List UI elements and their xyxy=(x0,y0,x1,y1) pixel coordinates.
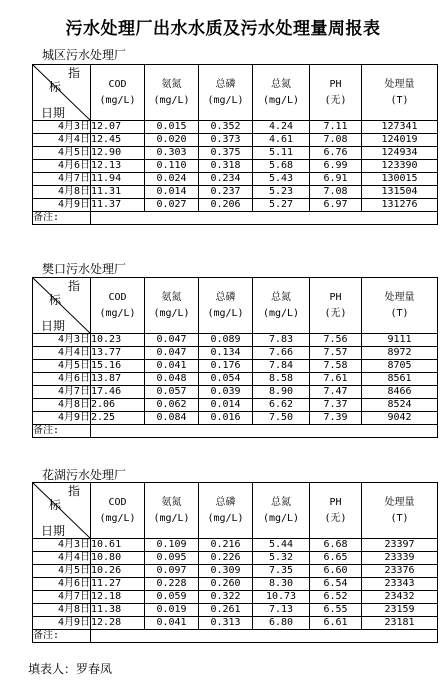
value-cell-ph: 7.39 xyxy=(310,412,362,425)
column-unit: (mg/L) xyxy=(207,512,244,524)
value-cell-tn: 6.80 xyxy=(253,617,310,630)
value-cell-ph: 6.65 xyxy=(310,552,362,565)
value-cell-tp: 0.089 xyxy=(199,334,253,347)
date-cell: 4月8日 xyxy=(33,399,91,412)
value-cell-cod: 13.87 xyxy=(91,373,145,386)
column-name: 氨氮 xyxy=(161,291,182,303)
value-cell-nh3: 0.062 xyxy=(145,399,199,412)
value-cell-tn: 10.73 xyxy=(253,591,310,604)
corner-header-cell xyxy=(33,65,91,121)
column-name: 处理量 xyxy=(384,291,415,303)
date-cell: 4月4日 xyxy=(33,347,91,360)
value-cell-tn: 7.35 xyxy=(253,565,310,578)
table-row xyxy=(33,347,438,360)
value-cell-ph: 7.56 xyxy=(310,334,362,347)
value-cell-tn: 7.50 xyxy=(253,412,310,425)
value-cell-vol: 8705 xyxy=(362,360,438,373)
value-cell-ph: 6.97 xyxy=(310,199,362,212)
column-name: 总氮 xyxy=(271,291,291,303)
value-cell-vol: 127341 xyxy=(362,121,438,134)
column-header xyxy=(145,278,199,334)
value-cell-cod: 2.25 xyxy=(91,412,145,425)
column-header xyxy=(91,278,145,334)
value-cell-ph: 7.08 xyxy=(310,134,362,147)
value-cell-ph: 7.11 xyxy=(310,121,362,134)
note-value xyxy=(91,212,438,225)
value-cell-tn: 8.30 xyxy=(253,578,310,591)
value-cell-tn: 7.66 xyxy=(253,347,310,360)
date-cell: 4月3日 xyxy=(33,121,91,134)
value-cell-vol: 23432 xyxy=(362,591,438,604)
value-cell-tp: 0.375 xyxy=(199,147,253,160)
column-name: 氨氮 xyxy=(161,78,182,90)
column-name: COD xyxy=(108,291,127,303)
table-row xyxy=(33,386,438,399)
column-unit: (mg/L) xyxy=(153,94,190,106)
value-cell-ph: 7.61 xyxy=(310,373,362,386)
value-cell-tn: 5.32 xyxy=(253,552,310,565)
column-unit: (mg/L) xyxy=(262,307,300,319)
section-title: 城区污水处理厂 xyxy=(42,48,127,62)
value-cell-nh3: 0.024 xyxy=(145,173,199,186)
table-row xyxy=(33,199,438,212)
corner-label-date: 日期 xyxy=(41,319,66,333)
column-name: 氨氮 xyxy=(161,496,182,508)
value-cell-nh3: 0.095 xyxy=(145,552,199,565)
table-row xyxy=(33,578,438,591)
value-cell-tp: 0.016 xyxy=(199,412,253,425)
date-cell: 4月9日 xyxy=(33,199,91,212)
date-cell: 4月3日 xyxy=(33,539,91,552)
column-name: 处理量 xyxy=(384,496,415,508)
column-name: COD xyxy=(108,496,127,508)
value-cell-vol: 23397 xyxy=(362,539,438,552)
value-cell-tn: 4.61 xyxy=(253,134,310,147)
value-cell-tp: 0.014 xyxy=(199,399,253,412)
value-cell-nh3: 0.057 xyxy=(145,386,199,399)
column-header xyxy=(199,278,253,334)
data-table xyxy=(32,482,438,643)
table-row xyxy=(33,617,438,630)
value-cell-nh3: 0.228 xyxy=(145,578,199,591)
value-cell-cod: 11.94 xyxy=(91,173,145,186)
column-unit: (mg/L) xyxy=(99,94,136,106)
value-cell-tn: 7.83 xyxy=(253,334,310,347)
value-cell-cod: 12.18 xyxy=(91,591,145,604)
corner-label-mark: 标 xyxy=(49,498,62,512)
value-cell-ph: 6.52 xyxy=(310,591,362,604)
table-row xyxy=(33,539,438,552)
column-unit: (mg/L) xyxy=(153,512,190,524)
value-cell-ph: 6.55 xyxy=(310,604,362,617)
value-cell-tp: 0.352 xyxy=(199,121,253,134)
header-row xyxy=(33,65,438,121)
value-cell-nh3: 0.041 xyxy=(145,617,199,630)
value-cell-tn: 8.90 xyxy=(253,386,310,399)
value-cell-nh3: 0.027 xyxy=(145,199,199,212)
value-cell-tp: 0.134 xyxy=(199,347,253,360)
value-cell-tp: 0.176 xyxy=(199,360,253,373)
value-cell-nh3: 0.059 xyxy=(145,591,199,604)
value-cell-tp: 0.237 xyxy=(199,186,253,199)
value-cell-nh3: 0.041 xyxy=(145,360,199,373)
value-cell-cod: 12.45 xyxy=(91,134,145,147)
value-cell-nh3: 0.019 xyxy=(145,604,199,617)
column-name: COD xyxy=(108,78,127,90)
corner-label-date: 日期 xyxy=(41,106,66,120)
column-unit: (无) xyxy=(324,307,347,319)
value-cell-ph: 6.99 xyxy=(310,160,362,173)
value-cell-cod: 2.06 xyxy=(91,399,145,412)
column-unit: (mg/L) xyxy=(153,307,190,319)
value-cell-cod: 15.16 xyxy=(91,360,145,373)
table-row xyxy=(33,147,438,160)
value-cell-vol: 23159 xyxy=(362,604,438,617)
value-cell-vol: 8466 xyxy=(362,386,438,399)
column-unit: (mg/L) xyxy=(207,94,244,106)
value-cell-tp: 0.260 xyxy=(199,578,253,591)
column-header xyxy=(91,65,145,121)
table-row xyxy=(33,173,438,186)
date-cell: 4月5日 xyxy=(33,360,91,373)
value-cell-vol: 130015 xyxy=(362,173,438,186)
value-cell-vol: 123390 xyxy=(362,160,438,173)
value-cell-vol: 23376 xyxy=(362,565,438,578)
value-cell-tn: 6.62 xyxy=(253,399,310,412)
value-cell-vol: 9042 xyxy=(362,412,438,425)
value-cell-ph: 7.47 xyxy=(310,386,362,399)
header-row xyxy=(33,278,438,334)
column-header xyxy=(199,483,253,539)
value-cell-ph: 6.61 xyxy=(310,617,362,630)
value-cell-tp: 0.234 xyxy=(199,173,253,186)
value-cell-ph: 6.76 xyxy=(310,147,362,160)
note-label: 备注: xyxy=(33,212,91,225)
filler-signature: 填表人：罗春凤 xyxy=(28,662,113,676)
value-cell-cod: 11.37 xyxy=(91,199,145,212)
value-cell-tp: 0.054 xyxy=(199,373,253,386)
value-cell-ph: 6.54 xyxy=(310,578,362,591)
column-name: 总磷 xyxy=(215,78,236,90)
value-cell-cod: 13.77 xyxy=(91,347,145,360)
date-cell: 4月5日 xyxy=(33,147,91,160)
value-cell-ph: 7.57 xyxy=(310,347,362,360)
table-row xyxy=(33,160,438,173)
corner-label-index: 指 xyxy=(67,484,80,498)
date-cell: 4月8日 xyxy=(33,604,91,617)
column-header xyxy=(362,483,438,539)
value-cell-nh3: 0.020 xyxy=(145,134,199,147)
section-title: 樊口污水处理厂 xyxy=(42,262,127,276)
value-cell-vol: 23339 xyxy=(362,552,438,565)
column-unit: (T) xyxy=(390,94,409,106)
value-cell-nh3: 0.084 xyxy=(145,412,199,425)
value-cell-vol: 8972 xyxy=(362,347,438,360)
value-cell-ph: 7.58 xyxy=(310,360,362,373)
column-header xyxy=(145,65,199,121)
value-cell-nh3: 0.014 xyxy=(145,186,199,199)
column-header xyxy=(145,483,199,539)
date-cell: 4月9日 xyxy=(33,617,91,630)
table-row xyxy=(33,121,438,134)
column-header xyxy=(253,65,310,121)
date-cell: 4月7日 xyxy=(33,591,91,604)
note-row xyxy=(33,630,438,643)
corner-header-cell xyxy=(33,278,91,334)
column-header xyxy=(253,278,310,334)
value-cell-nh3: 0.109 xyxy=(145,539,199,552)
value-cell-cod: 11.31 xyxy=(91,186,145,199)
date-cell: 4月8日 xyxy=(33,186,91,199)
column-unit: (T) xyxy=(390,512,409,524)
corner-header-cell xyxy=(33,483,91,539)
value-cell-vol: 124019 xyxy=(362,134,438,147)
column-name: 总氮 xyxy=(271,496,291,508)
column-header xyxy=(310,483,362,539)
table-row xyxy=(33,186,438,199)
table-row xyxy=(33,373,438,386)
column-unit: (T) xyxy=(390,307,409,319)
data-table xyxy=(32,277,438,438)
value-cell-vol: 131276 xyxy=(362,199,438,212)
table-row xyxy=(33,591,438,604)
value-cell-ph: 6.68 xyxy=(310,539,362,552)
column-header xyxy=(199,65,253,121)
column-header xyxy=(91,483,145,539)
value-cell-cod: 11.27 xyxy=(91,578,145,591)
corner-label-index: 指 xyxy=(67,279,80,293)
column-name: PH xyxy=(329,78,342,90)
column-name: 处理量 xyxy=(384,78,415,90)
value-cell-cod: 12.28 xyxy=(91,617,145,630)
note-row xyxy=(33,212,438,225)
column-header xyxy=(310,65,362,121)
column-name: 总磷 xyxy=(215,291,236,303)
table-row xyxy=(33,604,438,617)
column-unit: (mg/L) xyxy=(262,94,300,106)
value-cell-nh3: 0.047 xyxy=(145,334,199,347)
value-cell-vol: 8524 xyxy=(362,399,438,412)
value-cell-tp: 0.216 xyxy=(199,539,253,552)
corner-label-mark: 标 xyxy=(49,80,62,94)
value-cell-tn: 4.24 xyxy=(253,121,310,134)
column-name: PH xyxy=(329,496,342,508)
note-label: 备注: xyxy=(33,425,91,438)
column-header xyxy=(362,278,438,334)
note-value xyxy=(91,425,438,438)
date-cell: 4月5日 xyxy=(33,565,91,578)
column-unit: (无) xyxy=(324,512,347,524)
column-unit: (无) xyxy=(324,94,347,106)
value-cell-tp: 0.206 xyxy=(199,199,253,212)
table-row xyxy=(33,552,438,565)
table-row xyxy=(33,565,438,578)
header-row xyxy=(33,483,438,539)
table-row xyxy=(33,412,438,425)
corner-label-mark: 标 xyxy=(49,293,62,307)
value-cell-tp: 0.039 xyxy=(199,386,253,399)
value-cell-cod: 17.46 xyxy=(91,386,145,399)
column-unit: (mg/L) xyxy=(262,512,300,524)
value-cell-ph: 7.08 xyxy=(310,186,362,199)
note-label: 备注: xyxy=(33,630,91,643)
column-unit: (mg/L) xyxy=(99,512,136,524)
value-cell-ph: 6.91 xyxy=(310,173,362,186)
value-cell-tn: 5.43 xyxy=(253,173,310,186)
value-cell-vol: 23181 xyxy=(362,617,438,630)
value-cell-cod: 10.23 xyxy=(91,334,145,347)
table-row xyxy=(33,134,438,147)
data-table xyxy=(32,64,438,225)
value-cell-tp: 0.226 xyxy=(199,552,253,565)
value-cell-tn: 7.84 xyxy=(253,360,310,373)
value-cell-tp: 0.309 xyxy=(199,565,253,578)
value-cell-cod: 12.90 xyxy=(91,147,145,160)
column-header xyxy=(310,278,362,334)
date-cell: 4月6日 xyxy=(33,373,91,386)
column-header xyxy=(362,65,438,121)
column-name: 总氮 xyxy=(271,78,291,90)
table-row xyxy=(33,399,438,412)
column-name: 总磷 xyxy=(215,496,236,508)
value-cell-tp: 0.318 xyxy=(199,160,253,173)
value-cell-nh3: 0.048 xyxy=(145,373,199,386)
value-cell-cod: 10.80 xyxy=(91,552,145,565)
section-title: 花湖污水处理厂 xyxy=(42,468,127,482)
date-cell: 4月6日 xyxy=(33,160,91,173)
date-cell: 4月7日 xyxy=(33,173,91,186)
value-cell-tn: 5.23 xyxy=(253,186,310,199)
date-cell: 4月6日 xyxy=(33,578,91,591)
value-cell-nh3: 0.047 xyxy=(145,347,199,360)
value-cell-tp: 0.373 xyxy=(199,134,253,147)
value-cell-tn: 5.68 xyxy=(253,160,310,173)
value-cell-tn: 8.58 xyxy=(253,373,310,386)
value-cell-nh3: 0.097 xyxy=(145,565,199,578)
value-cell-nh3: 0.015 xyxy=(145,121,199,134)
note-row xyxy=(33,425,438,438)
corner-label-date: 日期 xyxy=(41,524,66,538)
value-cell-vol: 8561 xyxy=(362,373,438,386)
value-cell-cod: 12.13 xyxy=(91,160,145,173)
value-cell-nh3: 0.303 xyxy=(145,147,199,160)
value-cell-tn: 7.13 xyxy=(253,604,310,617)
column-unit: (mg/L) xyxy=(99,307,136,319)
value-cell-vol: 23343 xyxy=(362,578,438,591)
value-cell-ph: 7.37 xyxy=(310,399,362,412)
value-cell-tp: 0.261 xyxy=(199,604,253,617)
corner-label-index: 指 xyxy=(67,66,80,80)
table-row xyxy=(33,334,438,347)
table-row xyxy=(33,360,438,373)
value-cell-cod: 10.26 xyxy=(91,565,145,578)
date-cell: 4月7日 xyxy=(33,386,91,399)
value-cell-vol: 9111 xyxy=(362,334,438,347)
value-cell-cod: 12.07 xyxy=(91,121,145,134)
value-cell-tp: 0.313 xyxy=(199,617,253,630)
column-header xyxy=(253,483,310,539)
date-cell: 4月4日 xyxy=(33,552,91,565)
value-cell-nh3: 0.110 xyxy=(145,160,199,173)
value-cell-tp: 0.322 xyxy=(199,591,253,604)
value-cell-vol: 124934 xyxy=(362,147,438,160)
value-cell-tn: 5.11 xyxy=(253,147,310,160)
value-cell-ph: 6.60 xyxy=(310,565,362,578)
report-title: 污水处理厂出水水质及污水处理量周报表 xyxy=(65,19,381,39)
value-cell-cod: 11.38 xyxy=(91,604,145,617)
value-cell-vol: 131504 xyxy=(362,186,438,199)
date-cell: 4月9日 xyxy=(33,412,91,425)
column-unit: (mg/L) xyxy=(207,307,244,319)
note-value xyxy=(91,630,438,643)
column-name: PH xyxy=(329,291,342,303)
value-cell-tn: 5.27 xyxy=(253,199,310,212)
value-cell-cod: 10.61 xyxy=(91,539,145,552)
value-cell-tn: 5.44 xyxy=(253,539,310,552)
date-cell: 4月3日 xyxy=(33,334,91,347)
date-cell: 4月4日 xyxy=(33,134,91,147)
